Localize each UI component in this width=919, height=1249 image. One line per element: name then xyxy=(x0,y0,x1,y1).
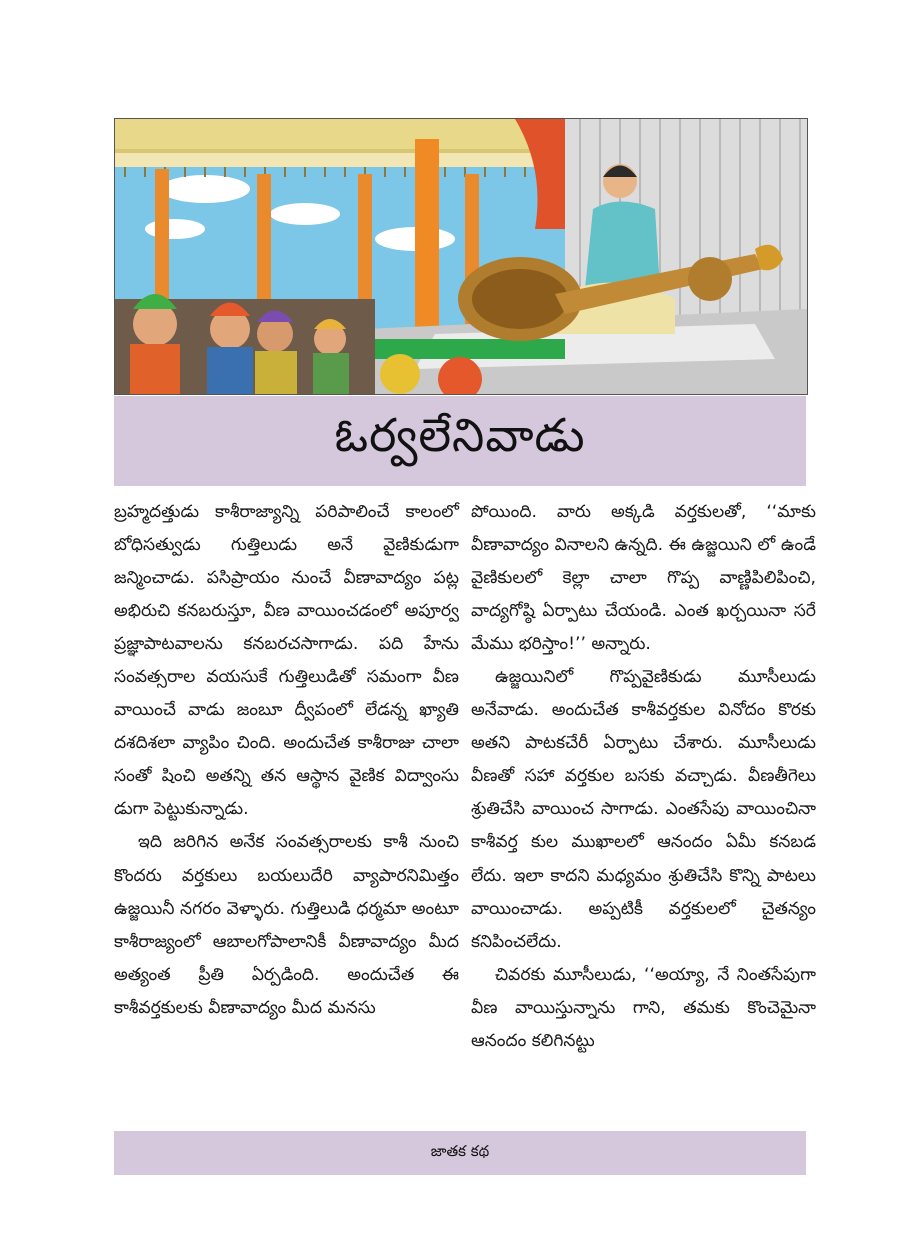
paragraph: ఉజ్జయినిలో గొప్పవైణికుడు మూసీలుడు అనేవాడు. అందుచేత కాశీవర్తకుల వినోదం కొరకు అతని పాటకచేరీ ఏర్పాటు చేశారు. మూసీలుడు వీణతో సహా వర్తకుల బసకు వచ్చాడు. వీణతీగెలు శ్రుతిచేసి వాయించ సాగాడు. ఎంతసేపు వాయించినా కాశీవర్త కుల ముఖాలలో ఆనందం ఏమీ కనబడ లేదు. ఇలా కాదని మధ్యమం శ్రుతిచేసి కొన్ని పాటలు వాయించాడు. అప్పటికీ వర్తకులలో చైతన్యం కనిపించలేదు. xyxy=(471,667,816,952)
left-text-column xyxy=(114,496,459,1025)
story-title: ఓర్వలేనివాడు xyxy=(334,408,586,462)
veena-performance-illustration xyxy=(115,119,807,394)
story-illustration xyxy=(114,118,808,395)
paragraph: పోయింది. వారు అక్కడి వర్తకులతో, ‘‘మాకు వీణావాద్యం వినాలని ఉన్నది. ఈ ఉజ్జయిని లో ఉండే వైణికులలో కెల్లా చాలా గొప్ప వాణ్ణిపిలిపించి, వాద్యగోష్ఠి ఏర్పాటు చేయండి. ఎంత ఖర్చయినా సరే మేము భరిస్తాం!’’ అన్నారు. xyxy=(471,502,816,655)
title-band xyxy=(114,396,806,486)
footer-band xyxy=(114,1131,806,1175)
paragraph: చివరకు మూసీలుడు, ‘‘అయ్యా, నే నింతసేపుగా వీణ వాయిస్తున్నాను గాని, తమకు కొంచెమైనా ఆనందం కలిగినట్టు xyxy=(471,964,816,1051)
paragraph: బ్రహ్మదత్తుడు కాశీరాజ్యాన్ని పరిపాలించే కాలంలో బోధిసత్వుడు గుత్తిలుడు అనే వైణికుడుగా జన్మించాడు. పసిప్రాయం నుంచే వీణావాద్యం పట్ల అభిరుచి కనబరుస్తూ, వీణ వాయించడంలో అపూర్వ ప్రజ్ఞాపాటవాలను కనబరచసాగాడు. పది హేను సంవత్సరాల వయసుకే గుత్తిలుడితో సమంగా వీణ వాయించే వాడు జంబూ ద్వీపంలో లేడన్న ఖ్యాతి దశదిశలా వ్యాపిం చింది. అందుచేత కాశీరాజు చాలా సంతో షించి అతన్ని తన ఆస్థాన వైణిక విద్వాంసు డుగా పెట్టుకున్నాడు. xyxy=(114,502,459,820)
right-text-column xyxy=(471,496,816,1058)
footer-label: జాతక కథ xyxy=(430,1142,490,1160)
paragraph: ఇది జరిగిన అనేక సంవత్సరాలకు కాశీ నుంచి కొందరు వర్తకులు బయలుదేరి వ్యాపారనిమిత్తం ఉజ్జయినీ నగరం వెళ్ళారు. గుత్తిలుడి ధర్మమా అంటూ కాశీరాజ్యంలో ఆబాలగోపాలానికీ వీణావాద్యం మీద అత్యంత ప్రీతి ఏర్పడింది. అందుచేత ఈ కాశీవర్తకులకు వీణావాద్యం మీద మనసు xyxy=(114,832,459,1018)
